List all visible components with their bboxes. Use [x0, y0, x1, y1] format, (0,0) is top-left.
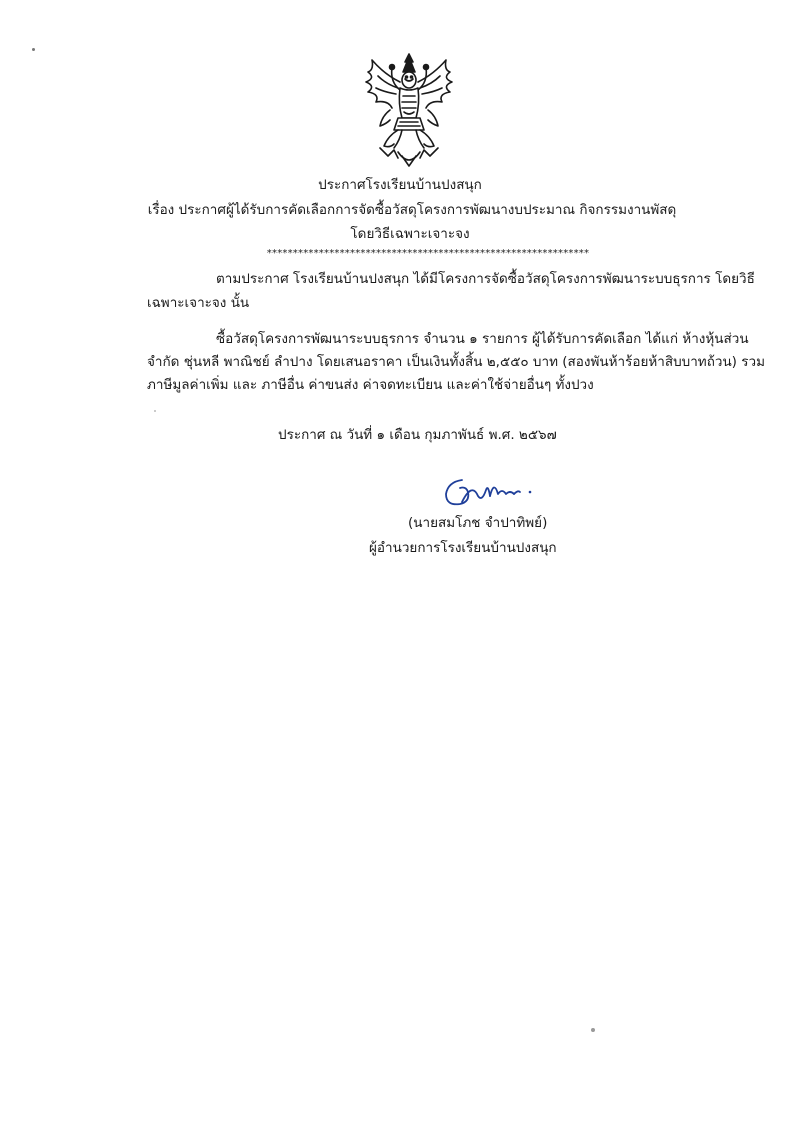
scan-speck — [591, 1028, 595, 1032]
handwritten-signature-icon — [440, 472, 540, 512]
signer-name: (นายสมโภช จำปาทิพย์) — [408, 515, 548, 531]
paragraph-2-line-2: จำกัด ชุ่นหลี พาณิชย์ ลำปาง โดยเสนอราคา เป็นเงินทั้งสิ้น ๒,๕๕๐ บาท (สองพันห้าร้อยห้าสิบบาทถ้วน) รวม — [147, 354, 765, 370]
scan-speck — [32, 48, 35, 51]
announcement-date: ประกาศ ณ วันที่ ๑ เดือน กุมภาพันธ์ พ.ศ. ๒๕๖๗ — [278, 427, 557, 443]
document-title: ประกาศโรงเรียนบ้านปงสนุก — [318, 177, 482, 193]
paragraph-1-line-2: เฉพาะเจาะจง นั้น — [147, 295, 250, 311]
paragraph-2-line-1: ซื้อวัสดุโครงการพัฒนาระบบธุรการ จำนวน ๑ รายการ ผู้ได้รับการคัดเลือก ได้แก่ ห้างหุ้นส่วน — [216, 331, 749, 347]
paragraph-1-line-1: ตามประกาศ โรงเรียนบ้านปงสนุก ได้มีโครงการจัดซื้อวัสดุโครงการพัฒนาระบบธุรการ โดยวิธี — [216, 271, 755, 287]
garuda-emblem-icon — [354, 52, 464, 170]
paragraph-2-line-3: ภาษีมูลค่าเพิ่ม และ ภาษีอื่น ค่าขนส่ง ค่าจดทะเบียน และค่าใช้จ่ายอื่นๆ ทั้งปวง — [147, 377, 594, 393]
separator-line: ************************************************************** — [266, 248, 590, 259]
scan-speck — [154, 410, 156, 412]
document-subject: เรื่อง ประกาศผู้ได้รับการคัดเลือกการจัดซื้อวัสดุโครงการพัฒนางบประมาณ กิจกรรมงานพัสดุ — [147, 202, 677, 218]
signer-position: ผู้อำนวยการโรงเรียนบ้านปงสนุก — [369, 540, 557, 556]
procurement-method: โดยวิธีเฉพาะเจาะจง — [350, 226, 470, 242]
